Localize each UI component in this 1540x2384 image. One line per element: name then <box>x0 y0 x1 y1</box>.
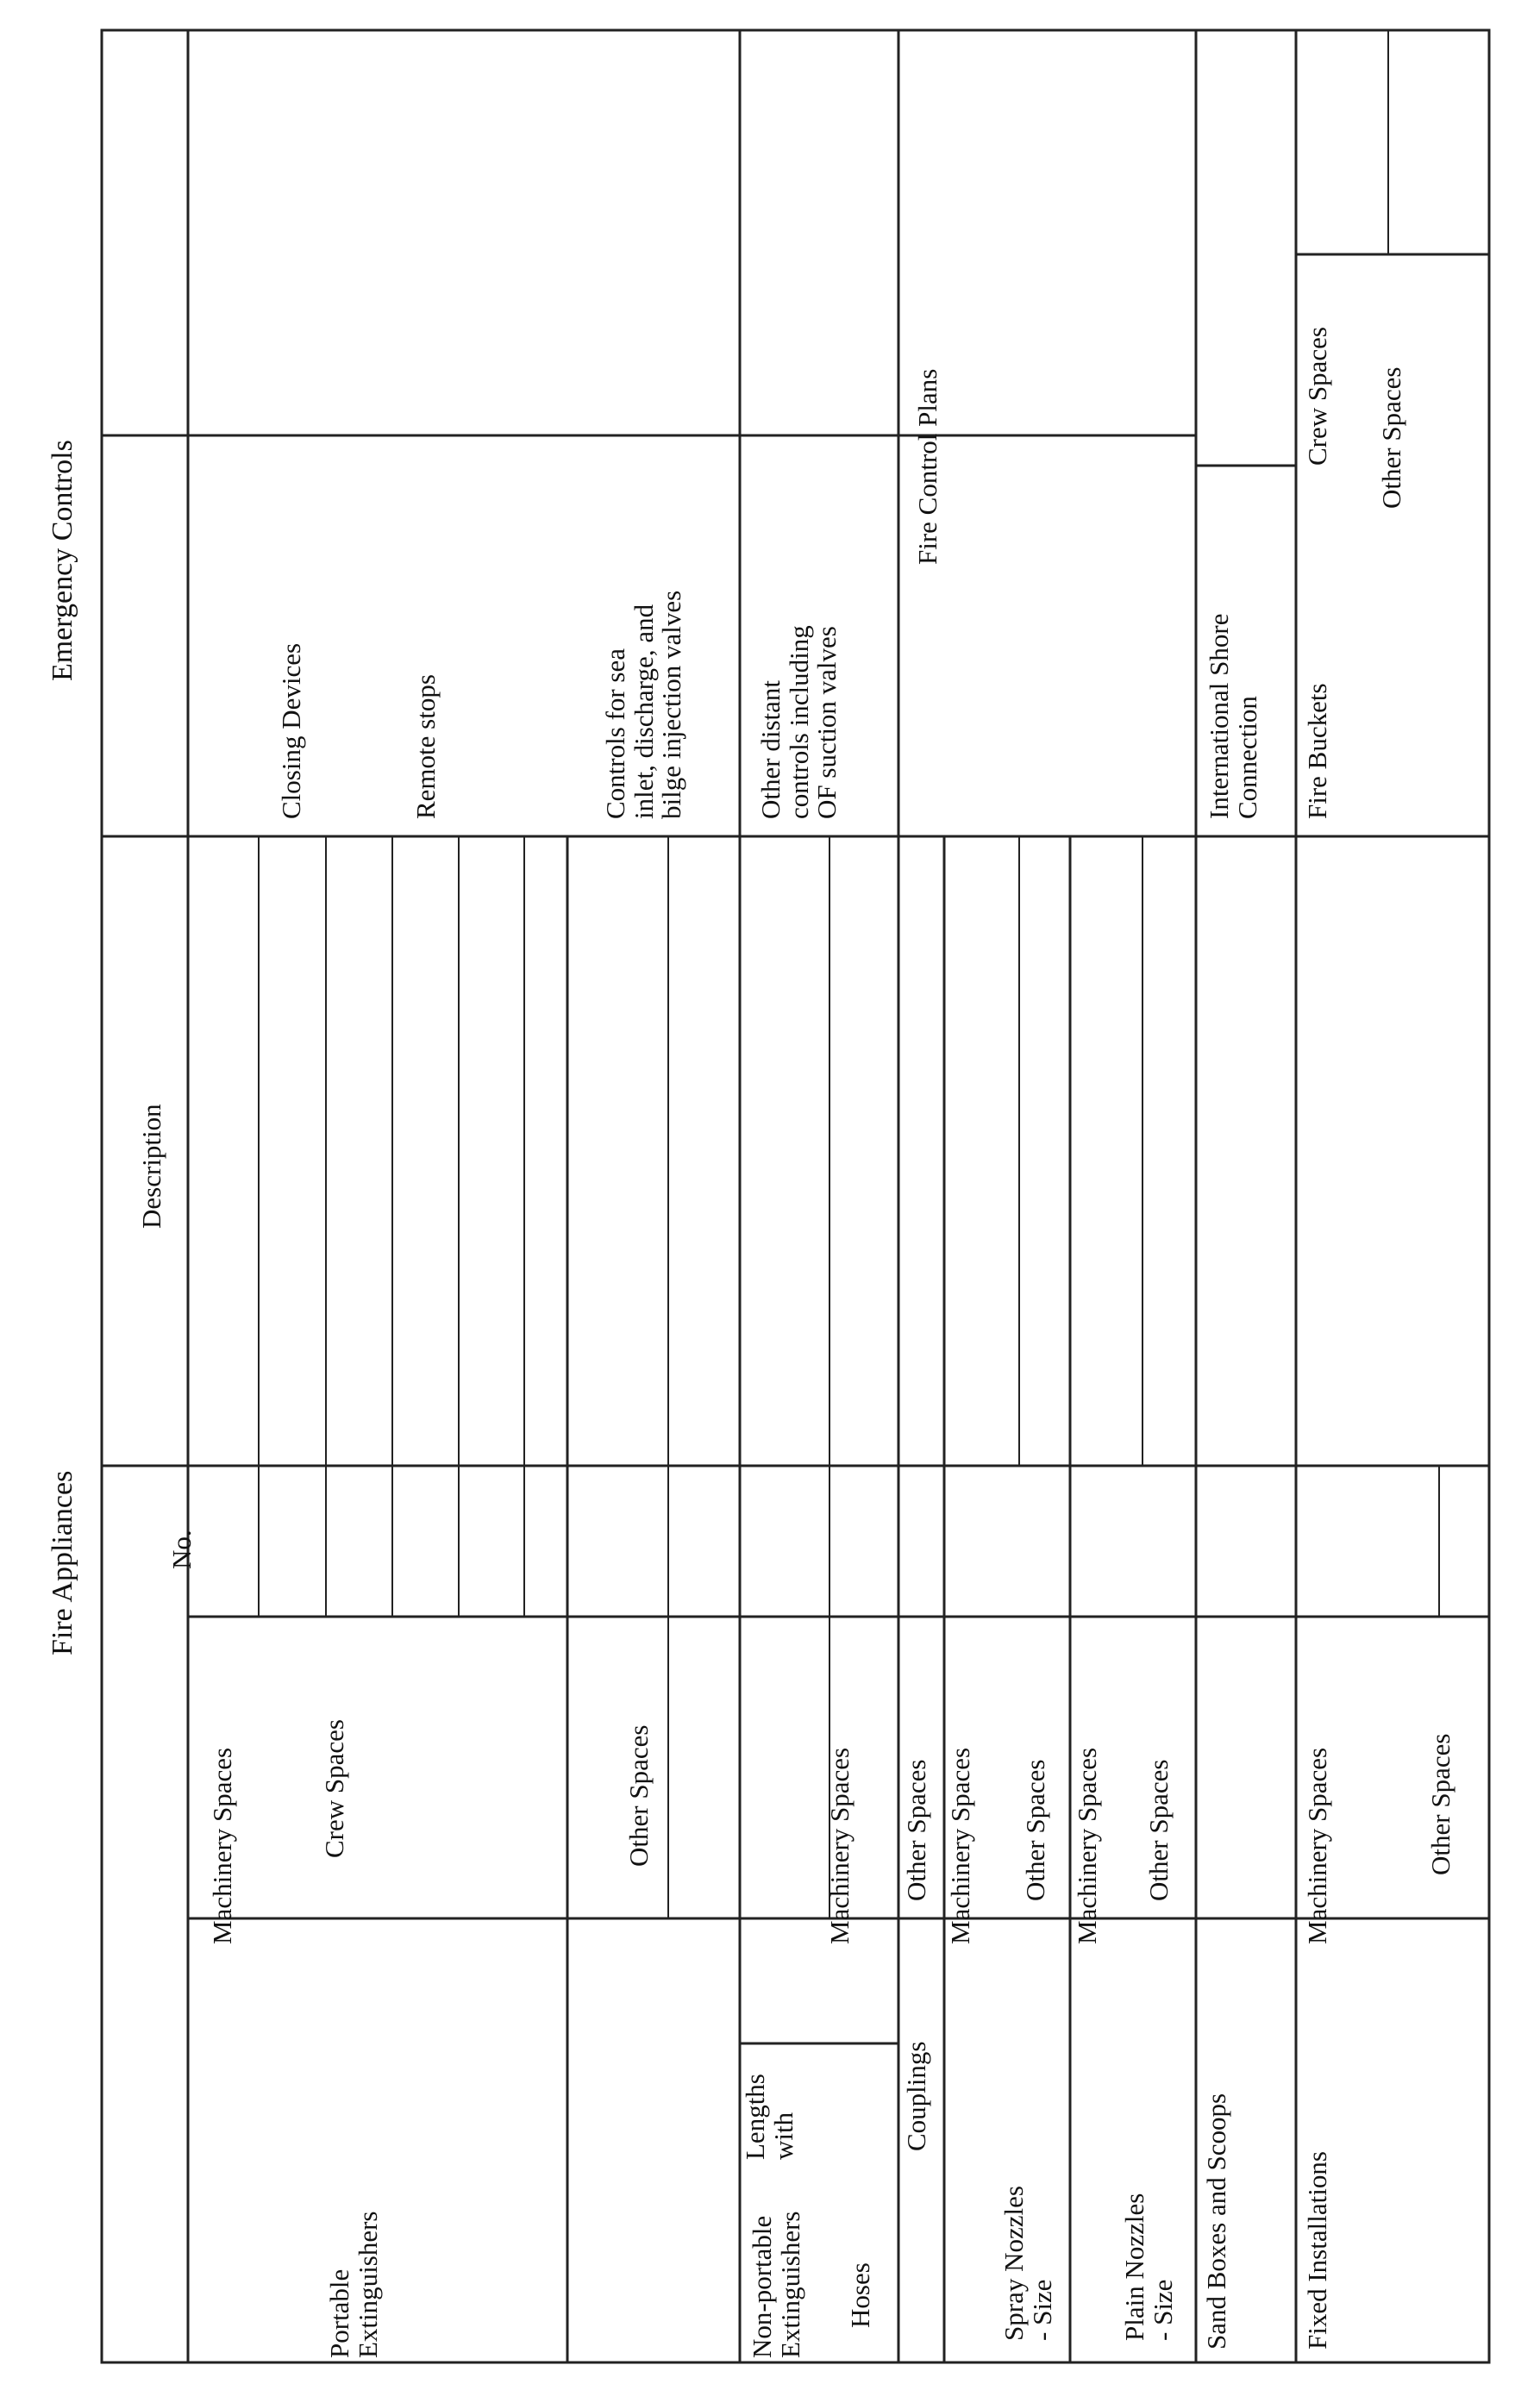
fire-appliances-title: Fire Appliances <box>47 1470 78 1655</box>
plain-other-spaces-label: Other Spaces <box>1143 1759 1174 1901</box>
spray-machinery-spaces-label: Machinery Spaces <box>945 1747 975 1944</box>
spray-nozzles-label: Spray Nozzles - Size <box>998 2186 1057 2341</box>
closing-devices-label: Closing Devices <box>276 642 306 819</box>
international-shore-connection-label: International Shore Connection <box>1204 613 1262 819</box>
portable-extinguishers-label: Portable Extinguishers <box>324 2211 383 2358</box>
bucket-other-spaces-label: Other Spaces <box>1376 366 1406 509</box>
remote-stops-label: Remote stops <box>410 674 441 819</box>
hose-machinery-spaces-label: Machinery Spaces <box>824 1747 855 1944</box>
spray-other-spaces-label: Other Spaces <box>1020 1759 1050 1901</box>
sea-inlet-controls-label: Controls for sea inlet, discharge, and bilge injection valves <box>600 590 687 819</box>
portable-machinery-spaces-label: Machinery Spaces <box>207 1747 237 1944</box>
number-header: No. <box>166 1530 197 1569</box>
portable-other-spaces-label: Other Spaces <box>623 1724 654 1867</box>
hose-couplings-label: Couplings <box>901 2041 931 2151</box>
emergency-controls-title: Emergency Controls <box>47 440 78 681</box>
plain-nozzles-label: Plain Nozzles - Size <box>1119 2193 1178 2341</box>
fixed-other-spaces-label: Other Spaces <box>1425 1733 1455 1875</box>
fire-buckets-label: Fire Buckets <box>1302 683 1332 819</box>
non-portable-extinguishers-label: Non-portable Extinguishers <box>747 2211 805 2358</box>
fire-control-plans-label: Fire Control Plans <box>912 368 942 565</box>
fixed-machinery-spaces-label: Machinery Spaces <box>1302 1747 1332 1944</box>
other-distant-controls-label: Other distant controls including OF suction valves <box>755 625 842 819</box>
hoses-label: Hoses <box>845 2262 875 2328</box>
hose-other-spaces-label: Other Spaces <box>901 1759 931 1901</box>
hose-lengths-with-label: Lengths with <box>740 2074 798 2160</box>
bucket-crew-spaces-label: Crew Spaces <box>1302 327 1332 466</box>
plain-machinery-spaces-label: Machinery Spaces <box>1072 1747 1102 1944</box>
description-header: Description <box>136 1104 166 1229</box>
portable-crew-spaces-label: Crew Spaces <box>319 1719 349 1858</box>
sand-boxes-label: Sand Boxes and Scoops <box>1201 2093 1231 2350</box>
fixed-installations-label: Fixed Installations <box>1302 2151 1332 2350</box>
